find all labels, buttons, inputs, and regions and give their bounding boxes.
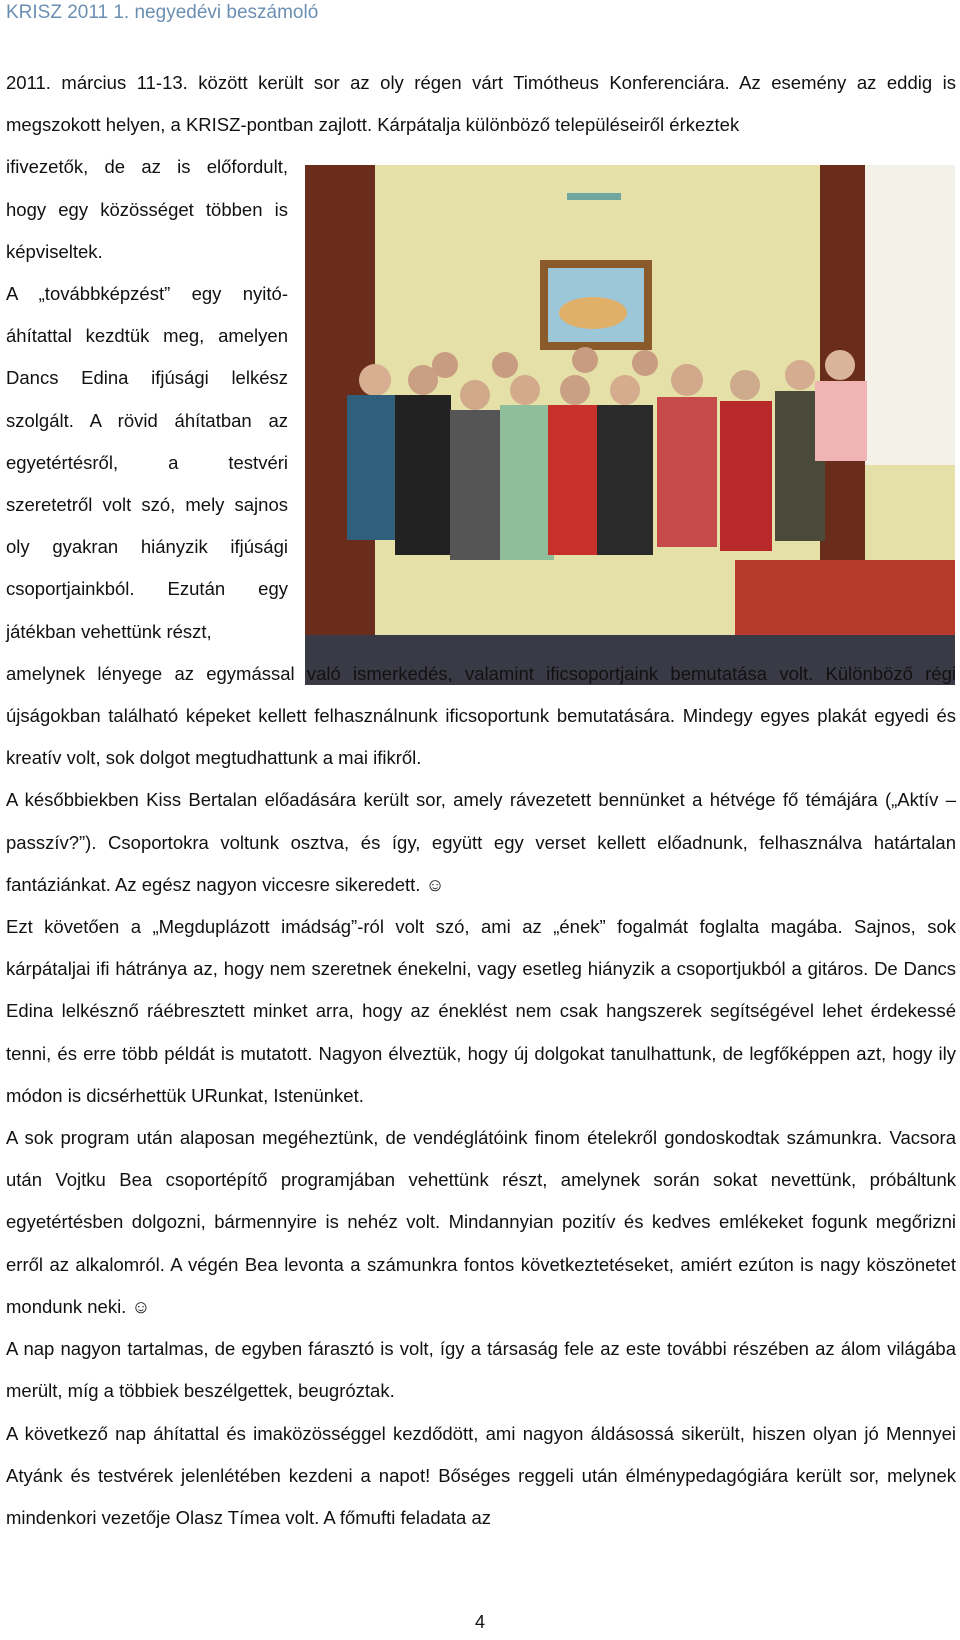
article-body xyxy=(6,62,956,1539)
paragraph-2-continued: amelynek lényege az egymással való ismerkedés, valamint ificsoportjaink bemutatása volt. Különböző régi újságokban található képeket kellett felhasználnunk ificsoportunk bemutatására. Mindegy egyes plakát egyedi és kreatív volt, sok dolgot megtudhattunk a mai ifikről. xyxy=(6,662,956,769)
paragraph-7: A következő nap áhítattal és imaközösséggel kezdődött, ami nagyon áldásossá sikerült, hiszen olyan jó Mennyei Atyánk és testvérek jelenlétében kezdeni a napot! Bőséges reggeli után élménypedagógiára került sor, melynek mindenkori vezetője Olasz Tímea volt. A főmufti feladata az xyxy=(6,1422,956,1528)
text-beside-photo xyxy=(6,146,288,652)
paragraph-3: A későbbiekben Kiss Bertalan előadására került sor, amely rávezetett bennünket a hétvége fő témájára („Aktív – passzív?”). Csoportokra voltunk osztva, és így, együtt egy verset kellett előadnunk, felhasználva határtalan fantáziánkat. Az egész nagyon viccesre sikeredett. ☺ xyxy=(6,789,956,895)
paragraph-6: A nap nagyon tartalmas, de egyben fárasztó is volt, így a társaság fele az este további részében az álom világába merült, míg a többiek beszélgettek, beugróztak. xyxy=(6,1338,956,1402)
paragraph-1-wrap: ifivezetők, de az is előfordult, hogy egy közösséget többen is képviseltek. xyxy=(6,156,288,262)
paragraph-5: A sok program után alaposan megéheztünk, de vendéglátóink finom ételekről gondoskodtak számunkra. Vacsora után Vojtku Bea csoportépítő programjában vehettünk részt, amelynek során sokat nevettünk, próbáltunk egyetértésben dolgozni, bármennyire is nehéz volt. Mindannyian pozitív és kedves emlékeket fogunk megőrizni erről az alkalomról. A végén Bea levonta a számunkra fontos következtetéseket, amiért ezúton is nagy köszönetet mondunk neki. ☺ xyxy=(6,1127,956,1317)
document-header: KRISZ 2011 1. negyedévi beszámoló xyxy=(6,2,319,23)
paragraph-4: Ezt követően a „Megduplázott imádság”-ról volt szó, ami az „ének” fogalmát foglalta magába. Sajnos, sok kárpátaljai ifi hátránya az, hogy nem szeretnek énekelni, vagy esetleg hiányzik a csoportjukból a gitáros. De Dancs Edina lelkésznő ráébresztett minket arra, hogy az éneklést nem csak hangszerek segítségével lehet érdekessé tenni, és erre több példát is mutatott. Nagyon élveztük, hogy új dolgokat tanulhattunk, de legfőképpen azt, hogy ily módon is dicsérhettük URunkat, Istenünket. xyxy=(6,916,956,1106)
paragraph-1 xyxy=(6,62,956,146)
paragraph-1-lead: 2011. március 11-13. között került sor az oly régen várt Timótheus Konferenciára. Az esemény az eddig is megszokott helyen, a KRISZ-pontban zajlott. Kárpátalja különböző településeiről érkeztek xyxy=(6,72,956,136)
paragraph-2-wrap: A „továbbképzést” egy nyitó-áhítattal kezdtük meg, amelyen Dancs Edina ifjúsági lelkész szolgált. A rövid áhítatban az egyetértésről, a testvéri szeretetről volt szó, mely sajnos oly gyakran hiányzik ifjúsági csoportjainkból. Ezután egy játékban vehettünk részt, xyxy=(6,283,288,642)
page-number: 4 xyxy=(474,1612,485,1632)
